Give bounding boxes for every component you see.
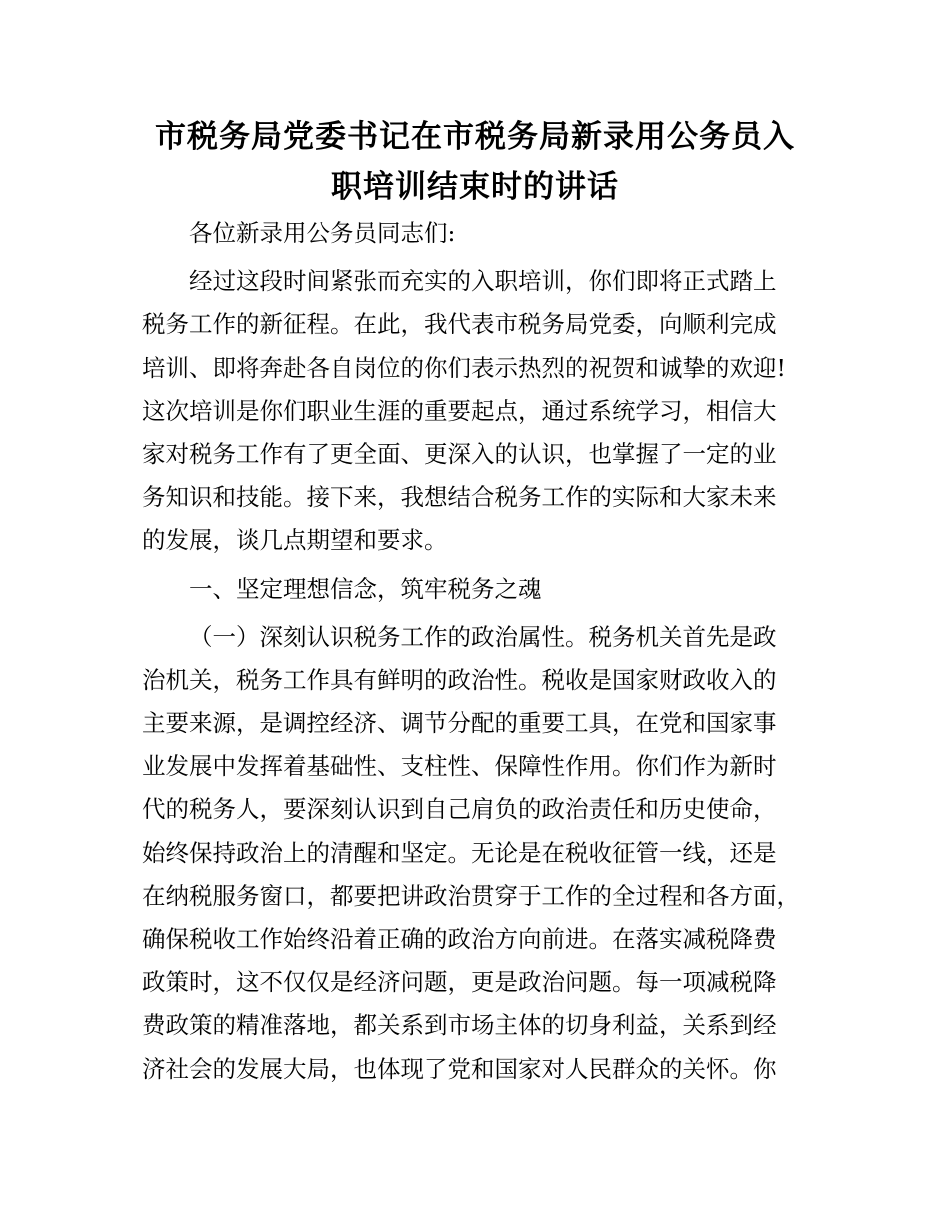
paragraph-line: 培训、即将奔赴各自岗位的你们表示热烈的祝贺和诚挚的欢迎!	[142, 353, 786, 382]
title-line-1: 市税务局党委书记在市税务局新录用公务员入	[155, 119, 795, 155]
salutation-paragraph	[142, 212, 812, 255]
salutation: 各位新录用公务员同志们:	[189, 219, 456, 247]
paragraph-line: 主要来源，是调控经济、调节分配的重要工具，在党和国家事	[142, 709, 777, 738]
section-heading-paragraph	[142, 568, 812, 611]
paragraph-line: 确保税收工作始终沿着正确的政治方向前进。在落实减税降费	[142, 925, 777, 953]
paragraph-line: 税务工作的新征程。在此，我代表市税务局党委，向顺利完成	[142, 310, 777, 339]
document-title	[90, 112, 860, 212]
title-line-2: 职培训结束时的讲话	[331, 169, 619, 205]
paragraph-line: 政策时，这不仅仅是经济问题，更是政治问题。每一项减税降	[142, 968, 777, 997]
paragraph-line: 济社会的发展大局，也体现了党和国家对人民群众的关怀。你	[142, 1054, 777, 1083]
paragraph-line: （一）深刻认识税务工作的政治属性。税务机关首先是政	[189, 622, 777, 651]
paragraph-line: 治机关，税务工作具有鲜明的政治性。税收是国家财政收入的	[142, 665, 777, 694]
paragraph-line: 家对税务工作有了更全面、更深入的认识，也掌握了一定的业	[142, 439, 777, 468]
document-body	[142, 212, 812, 1096]
paragraph-line: 经过这段时间紧张而充实的入职培训，你们即将正式踏上	[189, 267, 777, 296]
paragraph-line: 业发展中发挥着基础性、支柱性、保障性作用。你们作为新时	[142, 752, 777, 781]
paragraph-line: 始终保持政治上的清醒和坚定。无论是在税收征管一线，还是	[142, 838, 777, 867]
paragraph-line: 这次培训是你们职业生涯的重要起点，通过系统学习，相信大	[142, 396, 777, 425]
subsection-paragraph	[142, 616, 812, 1091]
paragraph-line: 在纳税服务窗口，都要把讲政治贯穿于工作的全过程和各方面，	[142, 881, 800, 910]
section-heading: 一、坚定理想信念，筑牢税务之魂	[189, 574, 542, 603]
paragraph-line: 费政策的精准落地，都关系到市场主体的切身利益，关系到经	[142, 1011, 777, 1040]
paragraph-line: 的发展，谈几点期望和要求。	[142, 526, 448, 555]
intro-paragraph	[142, 260, 812, 562]
paragraph-line: 代的税务人，要深刻认识到自己肩负的政治责任和历史使命，	[142, 795, 777, 824]
paragraph-line: 务知识和技能。接下来，我想结合税务工作的实际和大家未来	[142, 483, 777, 512]
